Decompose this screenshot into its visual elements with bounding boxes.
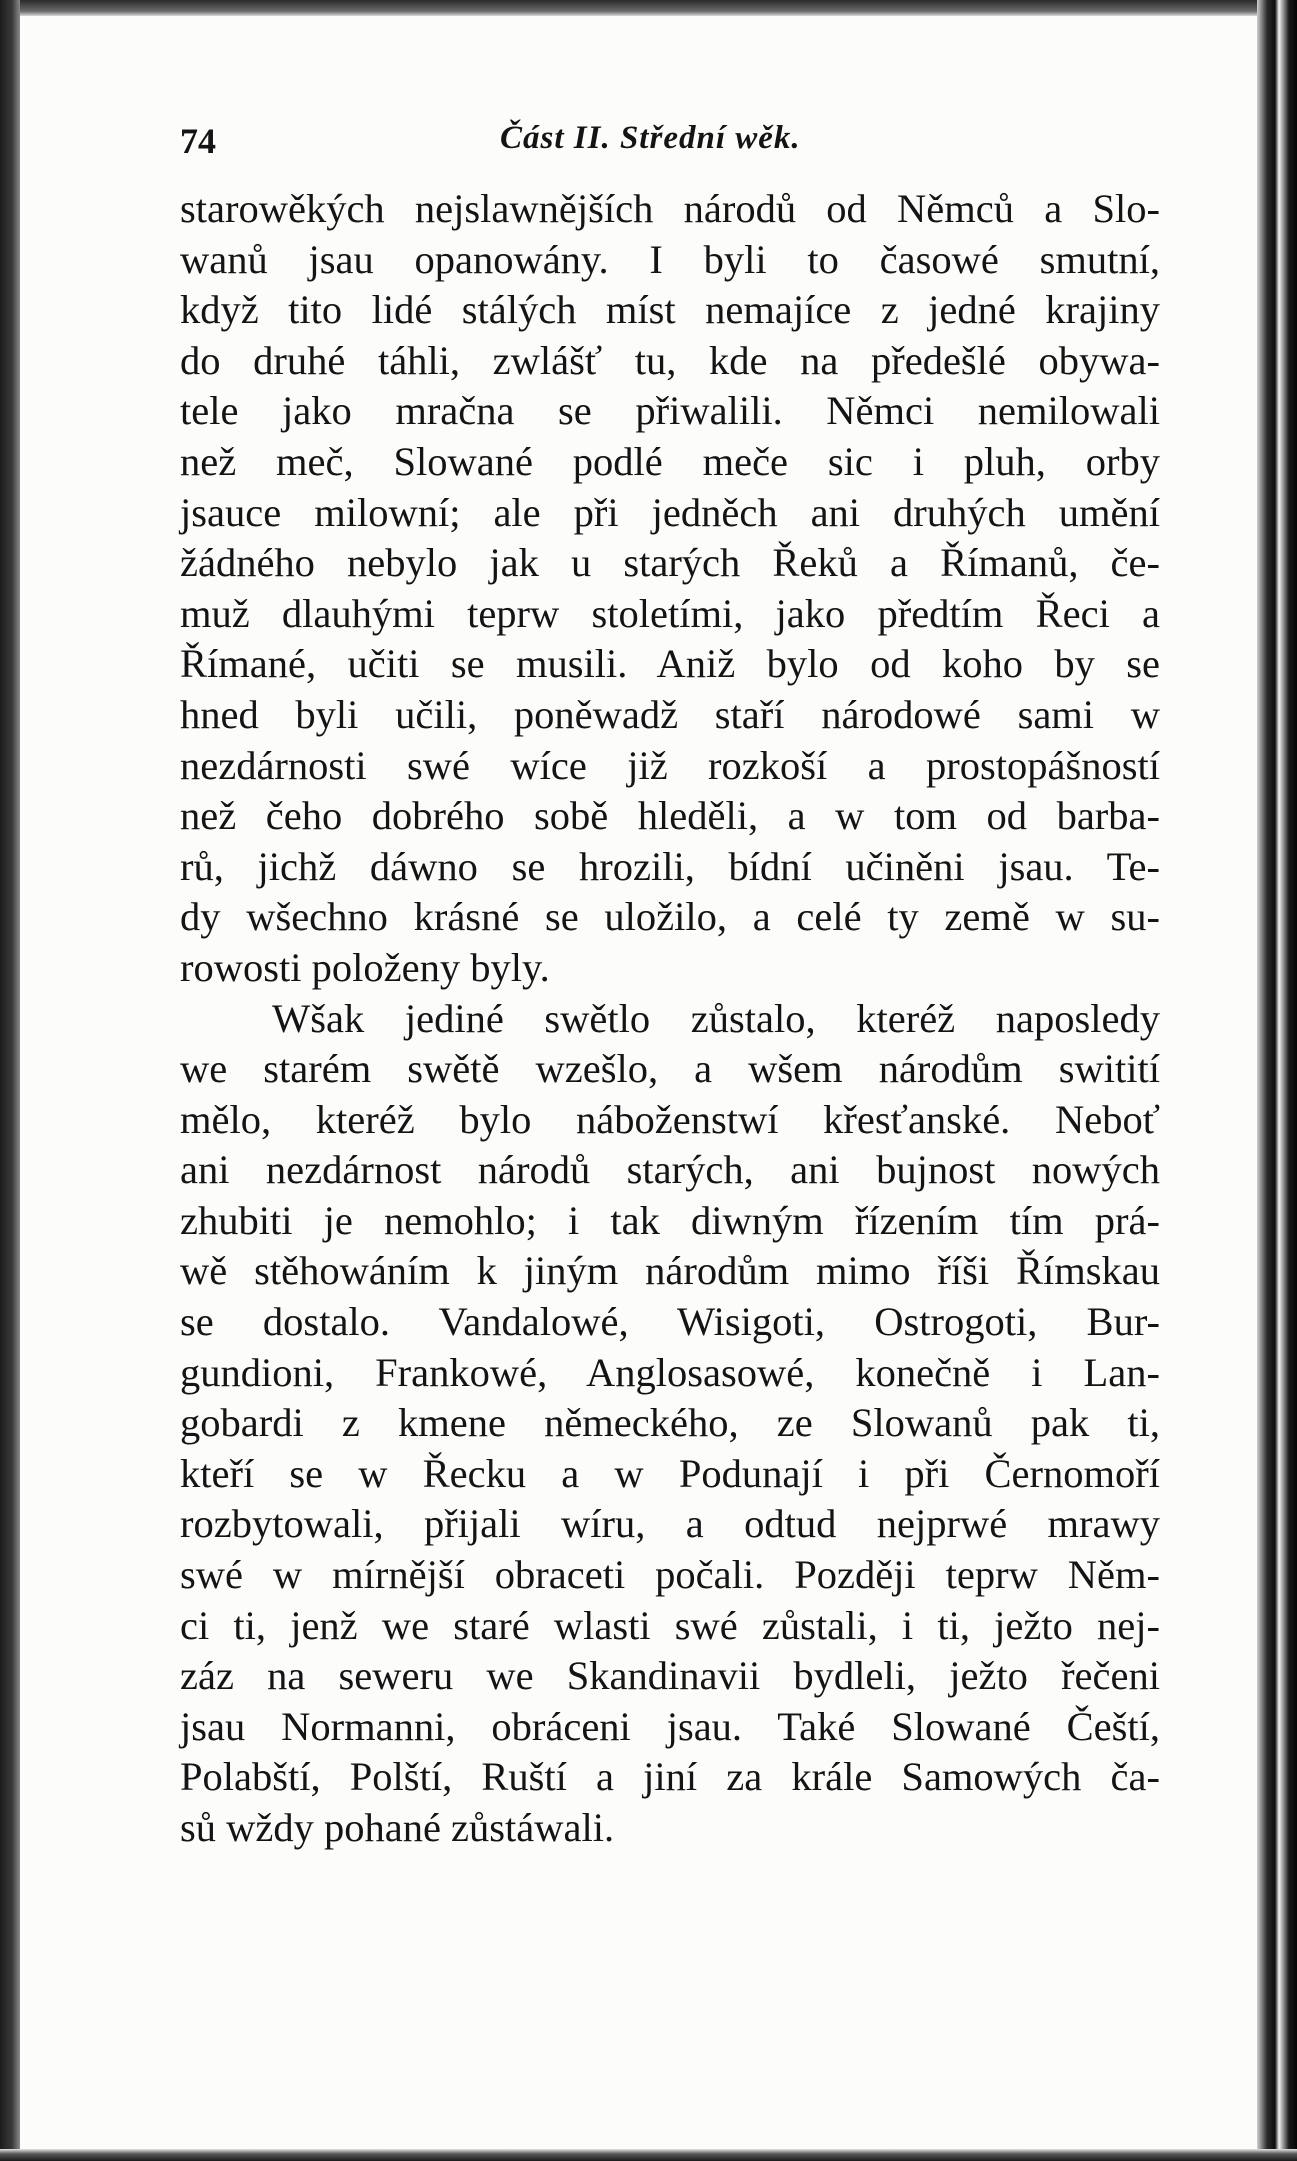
text-line: tele jako mračna se přiwalili. Němci nemilowali: [180, 388, 1160, 434]
book-page: [180, 110, 1160, 1854]
paragraph-2: [180, 994, 1160, 1854]
text-line: wanů jsau opanowány. I byli to časowé smutní,: [180, 236, 1160, 282]
text-line: když tito lidé stálých míst nemajíce z jedné krajiny: [180, 287, 1160, 333]
paragraph-1: [180, 184, 1160, 994]
text-line: rů, jichž dáwno se hrozili, bídní učiněni jsau. Te-: [180, 843, 1160, 889]
text-line: Wšak jediné swětlo zůstalo, kteréž naposledy: [272, 995, 1160, 1041]
text-line: ani nezdárnost národů starých, ani bujnost nowých: [180, 1147, 1160, 1193]
text-line: gobardi z kmene německého, ze Slowanů pak ti,: [180, 1400, 1160, 1446]
text-line: jsau Normanni, obráceni jsau. Také Slowané Čeští,: [180, 1703, 1160, 1749]
text-line: hned byli učili, poněwadž staří národowé sami w: [180, 691, 1160, 737]
text-line: wě stěhowáním k jiným národům mimo říši Římskau: [180, 1248, 1160, 1294]
text-line: do druhé táhli, zwlášť tu, kde na předešlé obywa-: [180, 337, 1160, 383]
scan-edge-left: [0, 0, 20, 2161]
text-line: žádného nebylo jak u starých Řeků a Římanů, če-: [180, 540, 1160, 586]
text-line: Římané, učiti se musili. Aniž bylo od koho by se: [180, 641, 1160, 687]
text-line: rowosti položeny byly.: [180, 944, 550, 990]
text-line: mělo, kteréž bylo náboženstwí křesťanské. Neboť: [180, 1096, 1160, 1142]
running-title: Část II. Střední wěk.: [500, 120, 801, 156]
scan-edge-right: [1257, 0, 1297, 2161]
text-line: we starém swětě wzešlo, a wšem národům switití: [180, 1046, 1160, 1092]
text-line: záz na seweru we Skandinavii bydleli, ježto řečeni: [180, 1653, 1160, 1699]
scan-edge-top: [0, 0, 1297, 16]
text-line: muž dlauhými teprw stoletími, jako předtím Řeci a: [180, 590, 1160, 636]
text-line: gundioni, Frankowé, Anglosasowé, konečně i Lan-: [180, 1349, 1160, 1395]
page-number: 74: [180, 121, 216, 161]
text-line: Polabští, Polští, Ruští a jiní za krále Samowých ča-: [180, 1754, 1160, 1800]
text-line: než meč, Slowané podlé meče sic i pluh, orby: [180, 438, 1160, 484]
text-line: dy wšechno krásné se uložilo, a celé ty země w su-: [180, 894, 1160, 940]
text-line: jsauce milowní; ale při jedněch ani druhých umění: [180, 489, 1160, 535]
text-line: rozbytowali, přijali wíru, a odtud nejprwé mrawy: [180, 1501, 1160, 1547]
body-text: [180, 184, 1160, 1854]
text-line: než čeho dobrého sobě hleděli, a w tom od barba-: [180, 793, 1160, 839]
text-line: starowěkých nejslawnějších národů od Němců a Slo-: [180, 186, 1160, 231]
text-line: ci ti, jenž we staré wlasti swé zůstali, i ti, ježto nej-: [180, 1602, 1160, 1648]
text-line: zhubiti je nemohlo; i tak diwným řízením tím prá-: [180, 1197, 1160, 1243]
scan-edge-bottom: [0, 2149, 1297, 2161]
text-line: nezdárnosti swé wíce již rozkoší a prostopášností: [180, 742, 1160, 788]
text-line: sů wždy pohané zůstáwali.: [180, 1805, 615, 1850]
text-line: kteří se w Řecku a w Podunají i při Černomoří: [180, 1450, 1160, 1496]
running-head: [180, 110, 1160, 170]
text-line: se dostalo. Vandalowé, Wisigoti, Ostrogoti, Bur-: [180, 1299, 1160, 1345]
text-line: swé w mírnější obraceti počali. Později teprw Něm-: [180, 1552, 1160, 1598]
